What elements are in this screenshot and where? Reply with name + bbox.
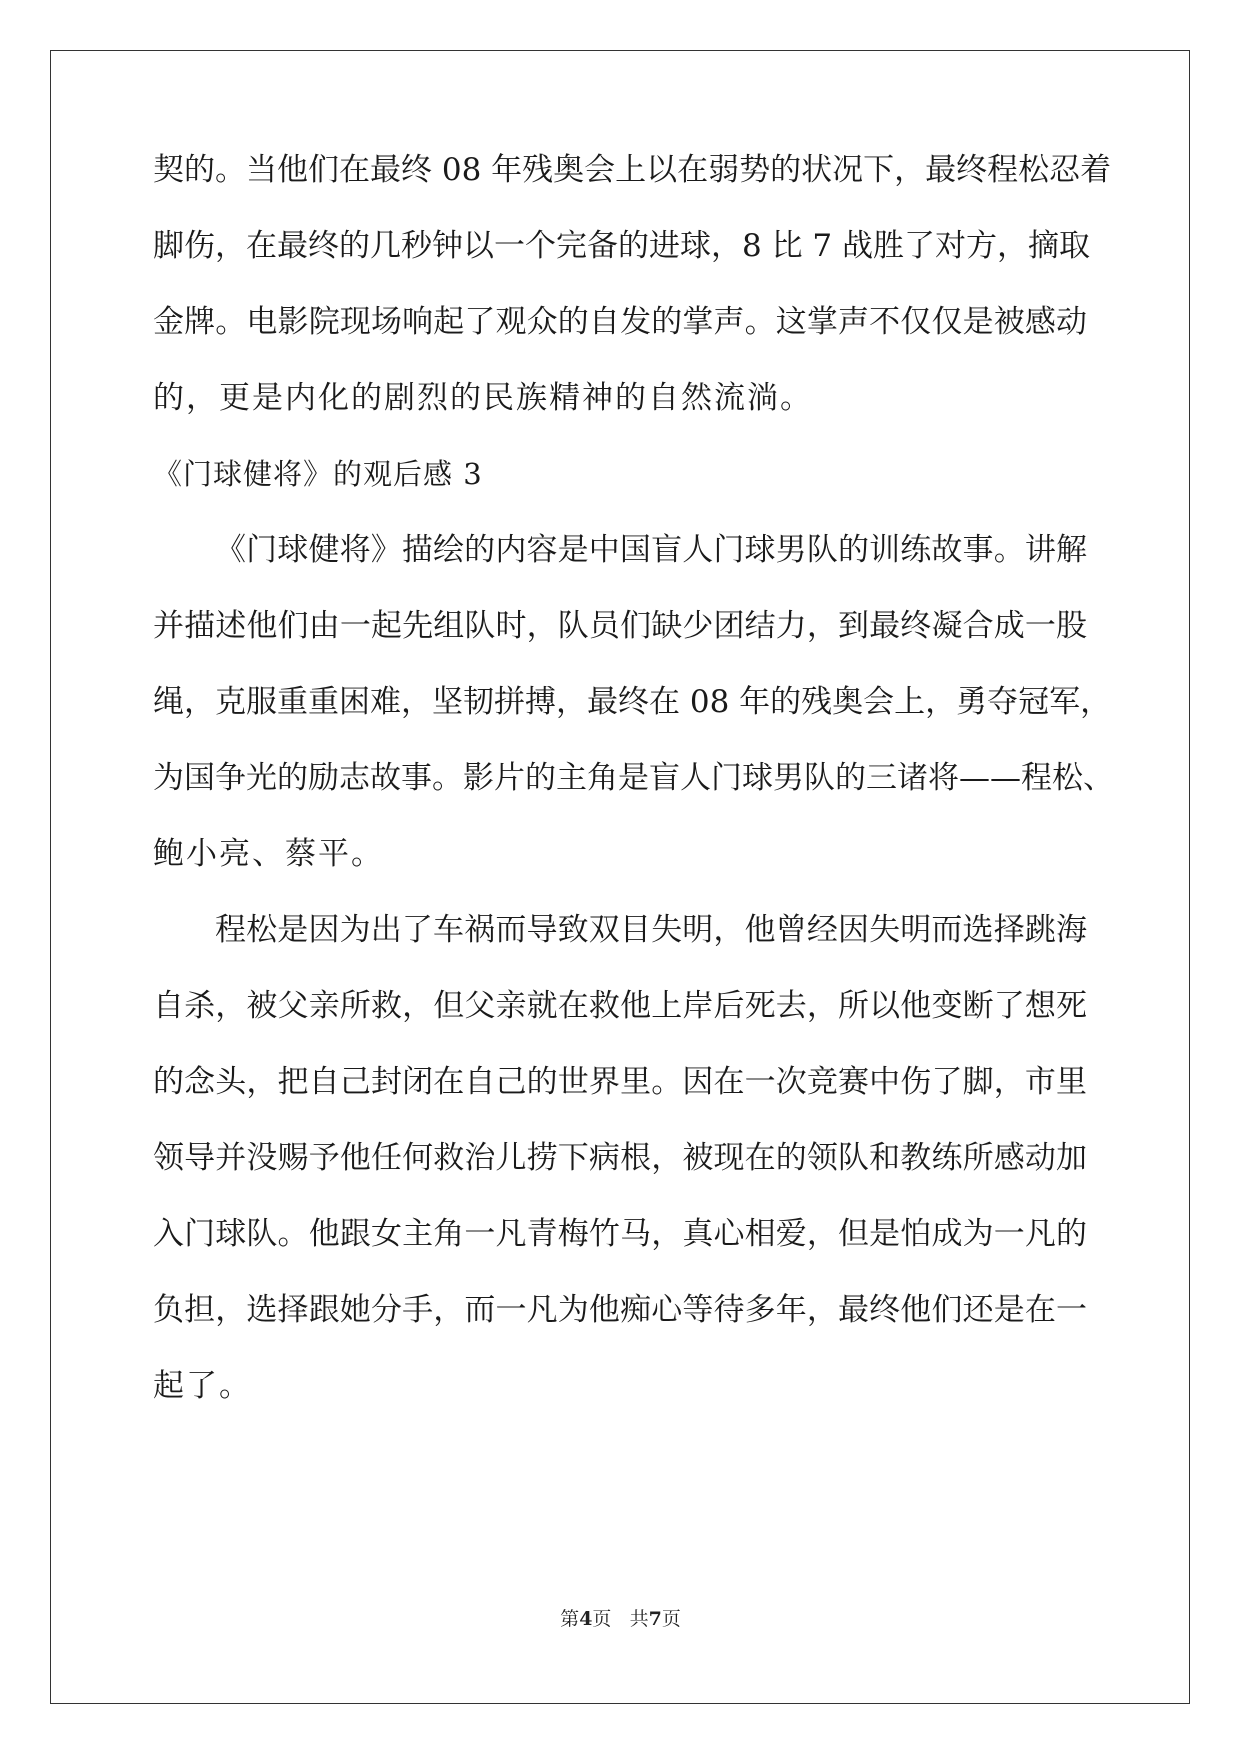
footer-total-prefix: 共 (629, 1608, 649, 1630)
text-line: 入门球队。他跟女主角一凡青梅竹马，真心相爱，但是怕成为一凡的 (153, 1216, 1087, 1252)
text-line: 领导并没赐予他任何救治儿捞下病根，被现在的领队和教练所感动加 (153, 1140, 1087, 1176)
text-line: 脚伤，在最终的几秒钟以一个完备的进球，8 比 7 战胜了对方，摘取 (153, 228, 1091, 264)
text-line: 鲍小亮、蔡平。 (153, 836, 384, 872)
text-line: 程松是因为出了车祸而导致双目失明，他曾经因失明而选择跳海 (215, 912, 1087, 948)
text-line: 为国争光的励志故事。影片的主角是盲人门球男队的三诸将——程松、 (153, 760, 1114, 796)
text-line: 《门球健将》描绘的内容是中国盲人门球男队的训练故事。讲解 (215, 532, 1087, 568)
section-heading: 《门球健将》的观后感 3 (153, 457, 483, 491)
text-line: 负担，选择跟她分手，而一凡为他痴心等待多年，最终他们还是在一 (153, 1292, 1087, 1328)
footer-total-suffix: 页 (661, 1608, 681, 1630)
text-line: 契的。当他们在最终 08 年残奥会上以在弱势的状况下，最终程松忍着 (153, 152, 1112, 188)
text-line: 金牌。电影院现场响起了观众的自发的掌声。这掌声不仅仅是被感动 (153, 304, 1087, 340)
text-line: 的念头，把自己封闭在自己的世界里。因在一次竞赛中伤了脚，市里 (153, 1064, 1087, 1100)
text-line: 的，更是内化的剧烈的民族精神的自然流淌。 (153, 380, 813, 416)
footer-prefix: 第 (560, 1608, 580, 1630)
total-page-number: 7 (648, 1608, 662, 1630)
text-line: 绳，克服重重困难，坚韧拼搏，最终在 08 年的残奥会上，勇夺冠军， (153, 684, 1112, 720)
text-line: 并描述他们由一起先组队时，队员们缺少团结力，到最终凝合成一股 (153, 608, 1087, 644)
footer-page-suffix: 页 (592, 1608, 612, 1630)
current-page-number: 4 (579, 1608, 593, 1630)
text-line: 起了。 (153, 1368, 252, 1404)
text-line: 自杀，被父亲所救，但父亲就在救他上岸后死去，所以他变断了想死 (153, 988, 1087, 1024)
page-footer (0, 1606, 1241, 1632)
page-border (50, 50, 1190, 1704)
